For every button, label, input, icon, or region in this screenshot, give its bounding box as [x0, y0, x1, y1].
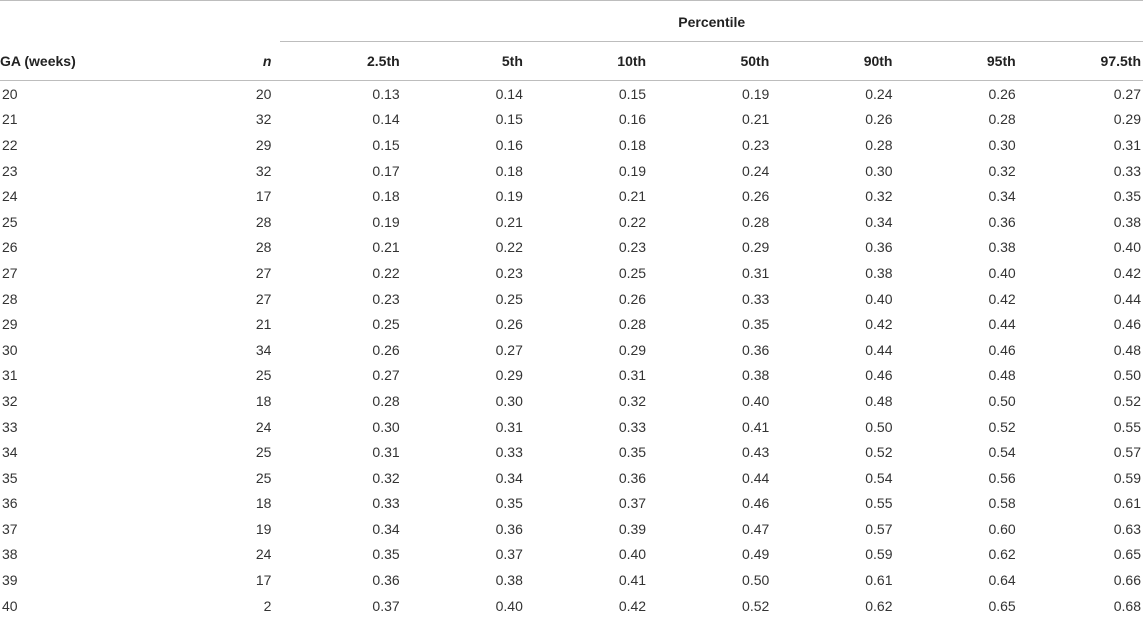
value-cell: 0.68	[1113, 597, 1141, 614]
n-cell: 2	[263, 597, 272, 614]
value-cell: 0.28	[742, 213, 770, 230]
percentile-column-header: 2.5th	[280, 42, 403, 81]
value-cell: 0.27	[495, 341, 523, 358]
table-row	[0, 491, 1143, 517]
value-cell: 0.14	[495, 85, 523, 102]
value-cell: 0.66	[1113, 572, 1141, 589]
value-cell: 0.18	[372, 188, 400, 205]
table-row	[0, 414, 1143, 440]
value-cell: 0.42	[865, 316, 893, 333]
value-cell: 0.32	[865, 188, 893, 205]
value-cell: 0.44	[988, 316, 1016, 333]
n-cell: 24	[255, 418, 272, 435]
ga-cell: 21	[2, 111, 18, 128]
table-row	[0, 286, 1143, 312]
header-spacer	[150, 1, 280, 42]
ga-cell: 37	[2, 520, 18, 537]
n-cell: 25	[255, 469, 272, 486]
value-cell: 0.23	[372, 290, 400, 307]
value-cell: 0.52	[865, 444, 893, 461]
table-row	[0, 132, 1143, 158]
value-cell: 0.19	[742, 85, 770, 102]
table-row	[0, 311, 1143, 337]
value-cell: 0.50	[865, 418, 893, 435]
ga-cell: 23	[2, 162, 18, 179]
value-cell: 0.55	[1113, 418, 1141, 435]
table-row	[0, 235, 1143, 261]
n-cell: 32	[255, 111, 272, 128]
value-cell: 0.61	[1113, 495, 1141, 512]
value-cell: 0.31	[618, 367, 647, 384]
value-cell: 0.31	[742, 264, 770, 281]
ga-cell: 28	[2, 290, 18, 307]
table-row	[0, 183, 1143, 209]
value-cell: 0.25	[372, 316, 400, 333]
value-cell: 0.31	[372, 444, 400, 461]
n-cell: 17	[255, 188, 272, 205]
value-cell: 0.40	[742, 392, 770, 409]
value-cell: 0.31	[495, 418, 523, 435]
value-cell: 0.32	[372, 469, 400, 486]
value-cell: 0.30	[495, 392, 523, 409]
value-cell: 0.52	[742, 597, 770, 614]
value-cell: 0.21	[742, 111, 770, 128]
value-cell: 0.37	[495, 546, 523, 563]
value-cell: 0.44	[742, 469, 770, 486]
value-cell: 0.26	[988, 85, 1016, 102]
value-cell: 0.40	[1113, 239, 1141, 256]
n-cell: 18	[255, 495, 272, 512]
value-cell: 0.18	[618, 136, 647, 153]
table-body	[0, 81, 1143, 619]
value-cell: 0.40	[865, 290, 893, 307]
table-row	[0, 465, 1143, 491]
table-row	[0, 542, 1143, 568]
value-cell: 0.33	[1113, 162, 1141, 179]
ga-cell: 27	[2, 264, 18, 281]
value-cell: 0.48	[1113, 341, 1141, 358]
value-cell: 0.61	[865, 572, 893, 589]
ga-cell: 29	[2, 316, 18, 333]
value-cell: 0.62	[865, 597, 893, 614]
value-cell: 0.30	[865, 162, 893, 179]
value-cell: 0.52	[1113, 392, 1141, 409]
value-cell: 0.28	[372, 392, 400, 409]
value-cell: 0.21	[372, 239, 400, 256]
table-row	[0, 439, 1143, 465]
value-cell: 0.47	[742, 520, 770, 537]
n-cell: 25	[255, 367, 272, 384]
value-cell: 0.35	[372, 546, 400, 563]
table-row	[0, 593, 1143, 619]
ga-cell: 39	[2, 572, 18, 589]
table-row	[0, 158, 1143, 184]
value-cell: 0.42	[1113, 264, 1141, 281]
value-cell: 0.59	[865, 546, 893, 563]
ga-cell: 35	[2, 469, 18, 486]
value-cell: 0.36	[618, 469, 647, 486]
value-cell: 0.32	[988, 162, 1016, 179]
value-cell: 0.48	[988, 367, 1016, 384]
value-cell: 0.36	[742, 341, 770, 358]
ga-cell: 34	[2, 444, 18, 461]
table-row	[0, 260, 1143, 286]
value-cell: 0.34	[372, 520, 400, 537]
value-cell: 0.44	[1113, 290, 1141, 307]
value-cell: 0.56	[988, 469, 1016, 486]
value-cell: 0.65	[1113, 546, 1141, 563]
value-cell: 0.38	[495, 572, 523, 589]
value-cell: 0.38	[988, 239, 1016, 256]
value-cell: 0.25	[495, 290, 523, 307]
value-cell: 0.46	[742, 495, 770, 512]
value-cell: 0.30	[988, 136, 1016, 153]
value-cell: 0.28	[618, 316, 647, 333]
value-cell: 0.19	[372, 213, 400, 230]
value-cell: 0.15	[618, 85, 647, 102]
n-cell: 17	[255, 572, 272, 589]
n-column-header: n	[150, 42, 280, 81]
value-cell: 0.40	[618, 546, 647, 563]
value-cell: 0.37	[372, 597, 400, 614]
value-cell: 0.26	[495, 316, 523, 333]
value-cell: 0.19	[495, 188, 523, 205]
value-cell: 0.35	[742, 316, 770, 333]
value-cell: 0.13	[372, 85, 400, 102]
value-cell: 0.27	[1113, 85, 1141, 102]
ga-cell: 20	[2, 85, 18, 102]
value-cell: 0.33	[618, 418, 647, 435]
percentile-column-header: 10th	[527, 42, 650, 81]
value-cell: 0.30	[372, 418, 400, 435]
value-cell: 0.46	[988, 341, 1016, 358]
n-cell: 34	[255, 341, 272, 358]
value-cell: 0.33	[372, 495, 400, 512]
ga-cell: 33	[2, 418, 18, 435]
value-cell: 0.50	[1113, 367, 1141, 384]
value-cell: 0.22	[372, 264, 400, 281]
value-cell: 0.35	[1113, 188, 1141, 205]
value-cell: 0.24	[742, 162, 770, 179]
ga-cell: 26	[2, 239, 18, 256]
value-cell: 0.19	[618, 162, 647, 179]
n-cell: 21	[255, 316, 272, 333]
percentile-column-header: 50th	[650, 42, 773, 81]
value-cell: 0.29	[618, 341, 647, 358]
value-cell: 0.38	[1113, 213, 1141, 230]
value-cell: 0.38	[865, 264, 893, 281]
value-cell: 0.36	[495, 520, 523, 537]
value-cell: 0.42	[988, 290, 1016, 307]
n-cell: 32	[255, 162, 272, 179]
ga-cell: 22	[2, 136, 18, 153]
value-cell: 0.23	[742, 136, 770, 153]
percentile-group-header: Percentile	[280, 1, 1143, 42]
value-cell: 0.55	[865, 495, 893, 512]
value-cell: 0.29	[742, 239, 770, 256]
value-cell: 0.42	[618, 597, 647, 614]
value-cell: 0.41	[742, 418, 770, 435]
value-cell: 0.54	[988, 444, 1016, 461]
value-cell: 0.24	[865, 85, 893, 102]
value-cell: 0.15	[372, 136, 400, 153]
ga-cell: 31	[2, 367, 18, 384]
value-cell: 0.38	[742, 367, 770, 384]
value-cell: 0.17	[372, 162, 400, 179]
value-cell: 0.28	[988, 111, 1016, 128]
percentile-column-header: 90th	[773, 42, 896, 81]
value-cell: 0.16	[618, 111, 647, 128]
n-cell: 28	[255, 213, 272, 230]
value-cell: 0.46	[865, 367, 893, 384]
value-cell: 0.29	[1113, 111, 1141, 128]
value-cell: 0.36	[988, 213, 1016, 230]
value-cell: 0.26	[618, 290, 647, 307]
value-cell: 0.52	[988, 418, 1016, 435]
ga-cell: 36	[2, 495, 18, 512]
value-cell: 0.39	[618, 520, 647, 537]
value-cell: 0.37	[618, 495, 647, 512]
value-cell: 0.21	[495, 213, 523, 230]
value-cell: 0.58	[988, 495, 1016, 512]
n-cell: 28	[255, 239, 272, 256]
value-cell: 0.22	[618, 213, 647, 230]
value-cell: 0.36	[372, 572, 400, 589]
value-cell: 0.34	[495, 469, 523, 486]
value-cell: 0.28	[865, 136, 893, 153]
n-cell: 19	[255, 520, 272, 537]
value-cell: 0.43	[742, 444, 770, 461]
ga-cell: 24	[2, 188, 18, 205]
value-cell: 0.34	[865, 213, 893, 230]
value-cell: 0.35	[618, 444, 647, 461]
value-cell: 0.59	[1113, 469, 1141, 486]
table-header-row	[0, 42, 1143, 81]
n-cell: 29	[255, 136, 272, 153]
value-cell: 0.26	[865, 111, 893, 128]
table-row	[0, 516, 1143, 542]
value-cell: 0.46	[1113, 316, 1141, 333]
value-cell: 0.62	[988, 546, 1016, 563]
n-cell: 18	[255, 392, 272, 409]
value-cell: 0.33	[495, 444, 523, 461]
value-cell: 0.26	[742, 188, 770, 205]
value-cell: 0.18	[495, 162, 523, 179]
value-cell: 0.35	[495, 495, 523, 512]
value-cell: 0.64	[988, 572, 1016, 589]
value-cell: 0.27	[372, 367, 400, 384]
percentile-column-header: 97.5th	[1020, 42, 1143, 81]
value-cell: 0.50	[988, 392, 1016, 409]
value-cell: 0.15	[495, 111, 523, 128]
n-cell: 27	[255, 290, 272, 307]
table-row	[0, 337, 1143, 363]
value-cell: 0.22	[495, 239, 523, 256]
value-cell: 0.63	[1113, 520, 1141, 537]
n-cell: 20	[255, 85, 272, 102]
n-cell: 25	[255, 444, 272, 461]
value-cell: 0.54	[865, 469, 893, 486]
value-cell: 0.26	[372, 341, 400, 358]
value-cell: 0.23	[495, 264, 523, 281]
value-cell: 0.21	[618, 188, 647, 205]
value-cell: 0.48	[865, 392, 893, 409]
value-cell: 0.65	[988, 597, 1016, 614]
value-cell: 0.36	[865, 239, 893, 256]
value-cell: 0.29	[495, 367, 523, 384]
table-row	[0, 107, 1143, 133]
ga-cell: 32	[2, 392, 18, 409]
n-cell: 24	[255, 546, 272, 563]
value-cell: 0.16	[495, 136, 523, 153]
value-cell: 0.31	[1113, 136, 1141, 153]
value-cell: 0.57	[1113, 444, 1141, 461]
value-cell: 0.44	[865, 341, 893, 358]
value-cell: 0.49	[742, 546, 770, 563]
table-row	[0, 363, 1143, 389]
n-cell: 27	[255, 264, 272, 281]
header-spacer	[0, 1, 150, 42]
value-cell: 0.40	[988, 264, 1016, 281]
ga-column-header: GA (weeks)	[0, 42, 150, 81]
table-row	[0, 209, 1143, 235]
table-group-header-row	[0, 1, 1143, 42]
value-cell: 0.23	[618, 239, 647, 256]
value-cell: 0.57	[865, 520, 893, 537]
value-cell: 0.33	[742, 290, 770, 307]
ga-cell: 30	[2, 341, 18, 358]
percentile-column-header: 5th	[404, 42, 527, 81]
value-cell: 0.41	[618, 572, 647, 589]
ga-cell: 38	[2, 546, 18, 563]
value-cell: 0.25	[618, 264, 647, 281]
table-row	[0, 567, 1143, 593]
table-row	[0, 388, 1143, 414]
value-cell: 0.32	[618, 392, 647, 409]
percentile-column-header: 95th	[896, 42, 1019, 81]
ga-cell: 25	[2, 213, 18, 230]
value-cell: 0.50	[742, 572, 770, 589]
value-cell: 0.60	[988, 520, 1016, 537]
ga-cell: 40	[2, 597, 18, 614]
value-cell: 0.14	[372, 111, 400, 128]
value-cell: 0.40	[495, 597, 523, 614]
value-cell: 0.34	[988, 188, 1016, 205]
table-row	[0, 81, 1143, 107]
